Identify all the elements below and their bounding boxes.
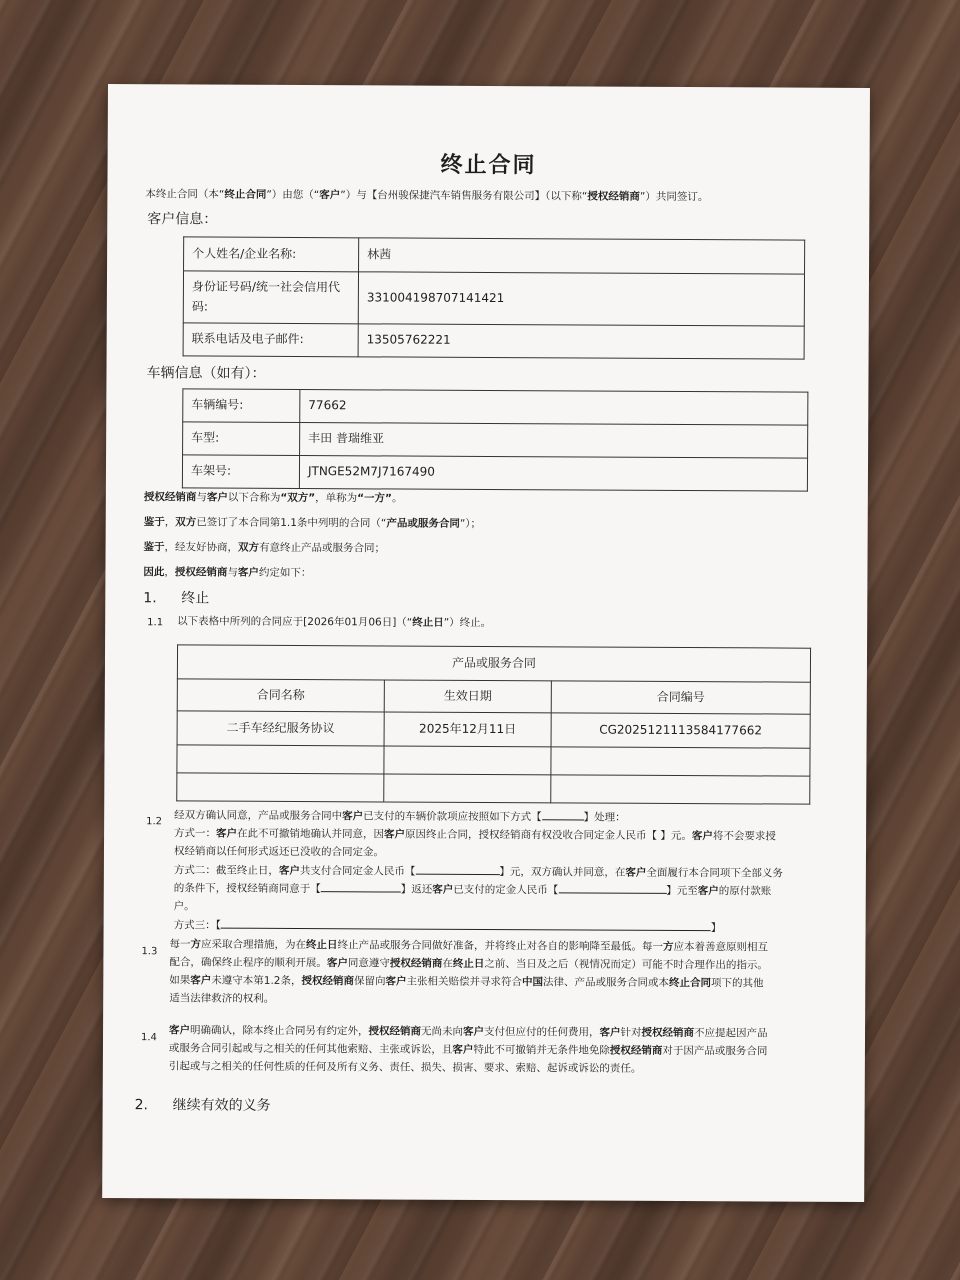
text: 不应提起因产品 [694, 1027, 768, 1040]
document-title: 终止合同 [440, 152, 537, 179]
text: 项下的其他 [710, 976, 764, 990]
text: 共支付合同定金人民币【 [299, 864, 416, 878]
table-caption-row [177, 645, 810, 682]
text: 】元，双方确认并同意，在 [499, 865, 626, 879]
clause-1-4-text [169, 1022, 859, 1079]
bold-term: 客户 [625, 866, 647, 879]
bold-term: 双方 [175, 516, 197, 529]
bold-term: “双方” [280, 491, 316, 505]
vehicle-value-cell: 丰田 普瑞维亚 [300, 423, 808, 459]
bold-term: 客户 [190, 974, 212, 987]
text: ，单称为 [315, 492, 358, 505]
table-row [182, 455, 807, 491]
whereas-clause-2 [144, 539, 386, 557]
bold-term: 客户 [216, 827, 238, 840]
text: 原因终止合同，授权经销商有权没收合同定金人民币【 】元。 [405, 828, 692, 842]
bold-term: 因此 [143, 566, 165, 579]
vehicle-info-heading: 车辆信息（如有）： [146, 365, 266, 382]
text: 与 [196, 491, 207, 504]
text: ， [164, 566, 175, 579]
text-line [174, 916, 854, 938]
text: 支付但应付的任何费用， [484, 1025, 600, 1039]
text: 约定如下： [258, 566, 312, 580]
text: 明确确认，除本终止合同另有约定外， [190, 1024, 369, 1038]
vehicle-value-cell: 77662 [300, 390, 808, 426]
section-2-number: 2. [134, 1097, 149, 1114]
text: 如果 [169, 974, 191, 987]
text: 主张相关赔偿并寻求符合 [406, 975, 523, 988]
intro-bold: 终止合同 [224, 188, 267, 201]
bold-term: 授权经销商 [301, 974, 355, 987]
contract-page [102, 84, 870, 1202]
bold-term: 客户 [384, 828, 406, 841]
text: 与 [227, 566, 238, 579]
intro-text: ”）共同签订。 [639, 190, 709, 204]
clause-1-3-number: 1.3 [141, 946, 158, 958]
text: 无尚未向 [421, 1025, 464, 1038]
whereas-clause-1 [144, 514, 481, 533]
intro-bold: 授权经销商 [587, 190, 640, 203]
text: 】返还 [400, 883, 433, 897]
text: 对于因产品或服务合同 [662, 1044, 768, 1058]
text: ， [164, 516, 176, 529]
bold-term: 终止日 [412, 616, 444, 629]
text: 特此不可撤销并无条件地免除 [473, 1043, 610, 1057]
text: 经双方确认同意，产品或服务合同中 [174, 809, 343, 823]
text-line [174, 880, 854, 902]
bold-term: 双方 [238, 541, 260, 554]
text: 终止产品或服务合同做好准备，并将终止对各自的影响降至最低。每一 [337, 939, 664, 953]
customer-label-cell: 个人姓名/企业名称: [184, 237, 359, 272]
blank-field [221, 917, 711, 932]
table-cell: CG20251211135841776​62 [551, 713, 810, 748]
bold-term: 鉴于 [143, 516, 165, 529]
bold-term: 客户 [599, 1026, 621, 1039]
bold-term: 中国 [521, 975, 544, 988]
text: 方式一： [174, 827, 217, 840]
section-1-number: 1. [143, 590, 157, 607]
intro-text: ”）与【台州骏保捷汽车销售服务有限公司】（以下称“ [340, 189, 588, 203]
text: 的原付款账 [718, 885, 772, 898]
text: 以下合称为 [227, 491, 281, 504]
clause-1-2-number: 1.2 [146, 816, 163, 828]
bold-term: 授权经销商 [368, 1025, 422, 1038]
bold-term: 客户 [169, 1024, 191, 1037]
table-cell [384, 746, 551, 775]
bold-term: 授权经销商 [174, 566, 228, 579]
text: 】 [710, 922, 722, 935]
text: 每一 [169, 938, 191, 951]
text: 】处理： [583, 811, 626, 824]
text: 方式三：【 [173, 919, 221, 932]
bold-term: 客户 [278, 864, 300, 877]
table-row [177, 773, 810, 804]
clause-1-1-number: 1.1 [147, 617, 164, 629]
customer-value-cell: 林茜 [359, 238, 805, 274]
therefore-clause [143, 564, 311, 582]
table-cell [177, 773, 384, 802]
bold-term: 客户 [342, 810, 364, 823]
blank-field [415, 862, 499, 874]
bold-term: 鉴于 [143, 541, 165, 554]
bold-term: 终止日 [452, 957, 485, 970]
table-cell: 二手车经纪服务协议 [177, 711, 384, 746]
bold-term: 终止日 [305, 939, 338, 952]
intro-text: 本终止合同（本“ [145, 188, 225, 201]
intro-text: ”）由您（“ [266, 188, 320, 202]
bold-term: 授权经销商 [143, 491, 197, 504]
bold-term: 方 [190, 938, 202, 951]
text: 在 [442, 957, 453, 970]
text: 未遵守本第1.2条， [211, 974, 302, 987]
bold-term: 客户 [697, 885, 719, 898]
vehicle-value-cell: JTNGE52M7J7167490 [299, 456, 807, 492]
table-cell [384, 774, 551, 803]
table-row [183, 422, 808, 458]
customer-label-cell: 联系电话及电子邮件: [183, 323, 358, 357]
text: 应采取合理措施，为在 [200, 938, 307, 952]
contracts-table [176, 644, 811, 804]
text: 以下表格中所列的合同应于[2026年01月06日]（“ [177, 615, 413, 629]
clause-1-3-text [169, 936, 859, 1011]
text: 全面履行本合同项下全部义务 [646, 866, 783, 880]
column-header: 合同编号 [551, 681, 810, 714]
text: 方式二：截至终止日， [173, 863, 279, 877]
text-line: 户。 [173, 900, 195, 913]
table-row [183, 323, 804, 359]
blank-field [321, 881, 401, 893]
text: 针对 [620, 1026, 642, 1039]
column-header: 合同名称 [177, 679, 384, 712]
table-cell [551, 747, 810, 776]
table-row [183, 389, 808, 425]
table-row [177, 745, 810, 776]
bold-term: 客户 [452, 1043, 474, 1056]
text: 已支付的车辆价款项应按照如下方式【 [363, 810, 542, 824]
bold-term: 授权经销商 [609, 1044, 663, 1057]
parties-definition [144, 489, 403, 507]
customer-info-table [183, 236, 806, 359]
text-line: 引起或与之相关的任何性质的任何及所有义务、责任、损失、损害、要求、索赔、起诉或诉讼的责任。 [168, 1060, 642, 1075]
text: ”）； [459, 517, 482, 530]
bold-term: 客户 [326, 957, 348, 970]
text: 将不会要求授 [712, 830, 776, 843]
intro-bold: 客户 [319, 189, 341, 202]
customer-info-heading: 客户信息： [147, 211, 218, 228]
text: 之前、当日及之后（视情况而定）可能不时合理作出的指示。 [484, 957, 768, 972]
bold-term: 产品或服务合同 [386, 517, 460, 530]
bold-term: “一方” [357, 492, 392, 505]
bold-term: 客户 [463, 1025, 485, 1038]
vehicle-label-cell: 车辆编号: [183, 389, 300, 423]
blank-field [558, 882, 666, 895]
text: 保留向 [353, 974, 386, 988]
bold-term: 授权经销商 [641, 1026, 695, 1040]
text: 在此不可撤销地确认并同意，因 [237, 827, 385, 841]
customer-label-cell: 身份证号码/统一社会信用代码: [183, 271, 358, 324]
vehicle-label-cell: 车架号: [182, 455, 299, 489]
clause-1-1-text [177, 613, 491, 631]
text: 配合，确保终止程序的顺利开展。 [169, 956, 327, 970]
section-2-title: 继续有效的义务 [172, 1097, 271, 1114]
table-caption: 产品或服务合同 [177, 645, 810, 682]
text: 】元至 [666, 885, 698, 898]
text: 应本着善意原则相互 [673, 940, 769, 954]
text: ”）终止。 [443, 616, 492, 630]
table-cell: 2025年12月11日 [384, 712, 551, 747]
text: 已签订了本合同第1.1条中列明的合同（“ [196, 516, 387, 530]
text: 同意遵守 [347, 957, 390, 970]
table-row [183, 271, 804, 326]
table-cell [551, 775, 810, 804]
bold-term: 授权经销商 [389, 957, 443, 970]
customer-value-cell: 13505762221 [358, 324, 804, 359]
vehicle-label-cell: 车型: [183, 422, 300, 456]
bold-term: 客户 [237, 566, 259, 579]
table-row [184, 237, 805, 274]
text: 法律、产品或服务合同或本 [542, 975, 670, 989]
bold-term: 客户 [432, 884, 454, 897]
intro-paragraph [145, 186, 708, 206]
text-line: 适当法律救济的权利。 [169, 991, 275, 1005]
text: 已支付的定金人民币【 [453, 884, 559, 897]
bold-term: 终止合同 [668, 976, 712, 989]
section-1-title: 终止 [181, 590, 210, 607]
table-cell [177, 745, 384, 774]
bold-term: 客户 [385, 975, 407, 988]
clause-1-2-text [174, 806, 855, 938]
text: ，经友好协商， [164, 541, 239, 554]
text: 或服务合同引起或与之相关的任何其他索赔、主张或诉讼，且 [168, 1042, 453, 1056]
blank-field [542, 808, 584, 820]
clause-1-4-number: 1.4 [140, 1032, 157, 1044]
column-header: 生效日期 [384, 680, 551, 713]
text: 的条件下，授权经销商同意于【 [173, 882, 321, 896]
table-row [177, 711, 810, 748]
bold-term: 客户 [691, 829, 713, 843]
text: 有意终止产品或服务合同； [259, 541, 386, 555]
bold-term: 方 [662, 940, 674, 953]
text-line: 权经销商以任何形式返还已没收的合同定金。 [173, 845, 385, 859]
table-header-row [177, 679, 810, 714]
text: 。 [391, 492, 403, 505]
vehicle-info-table [182, 388, 809, 491]
bold-term: 客户 [206, 491, 228, 504]
customer-value-cell: 331004198707141421 [358, 272, 804, 326]
